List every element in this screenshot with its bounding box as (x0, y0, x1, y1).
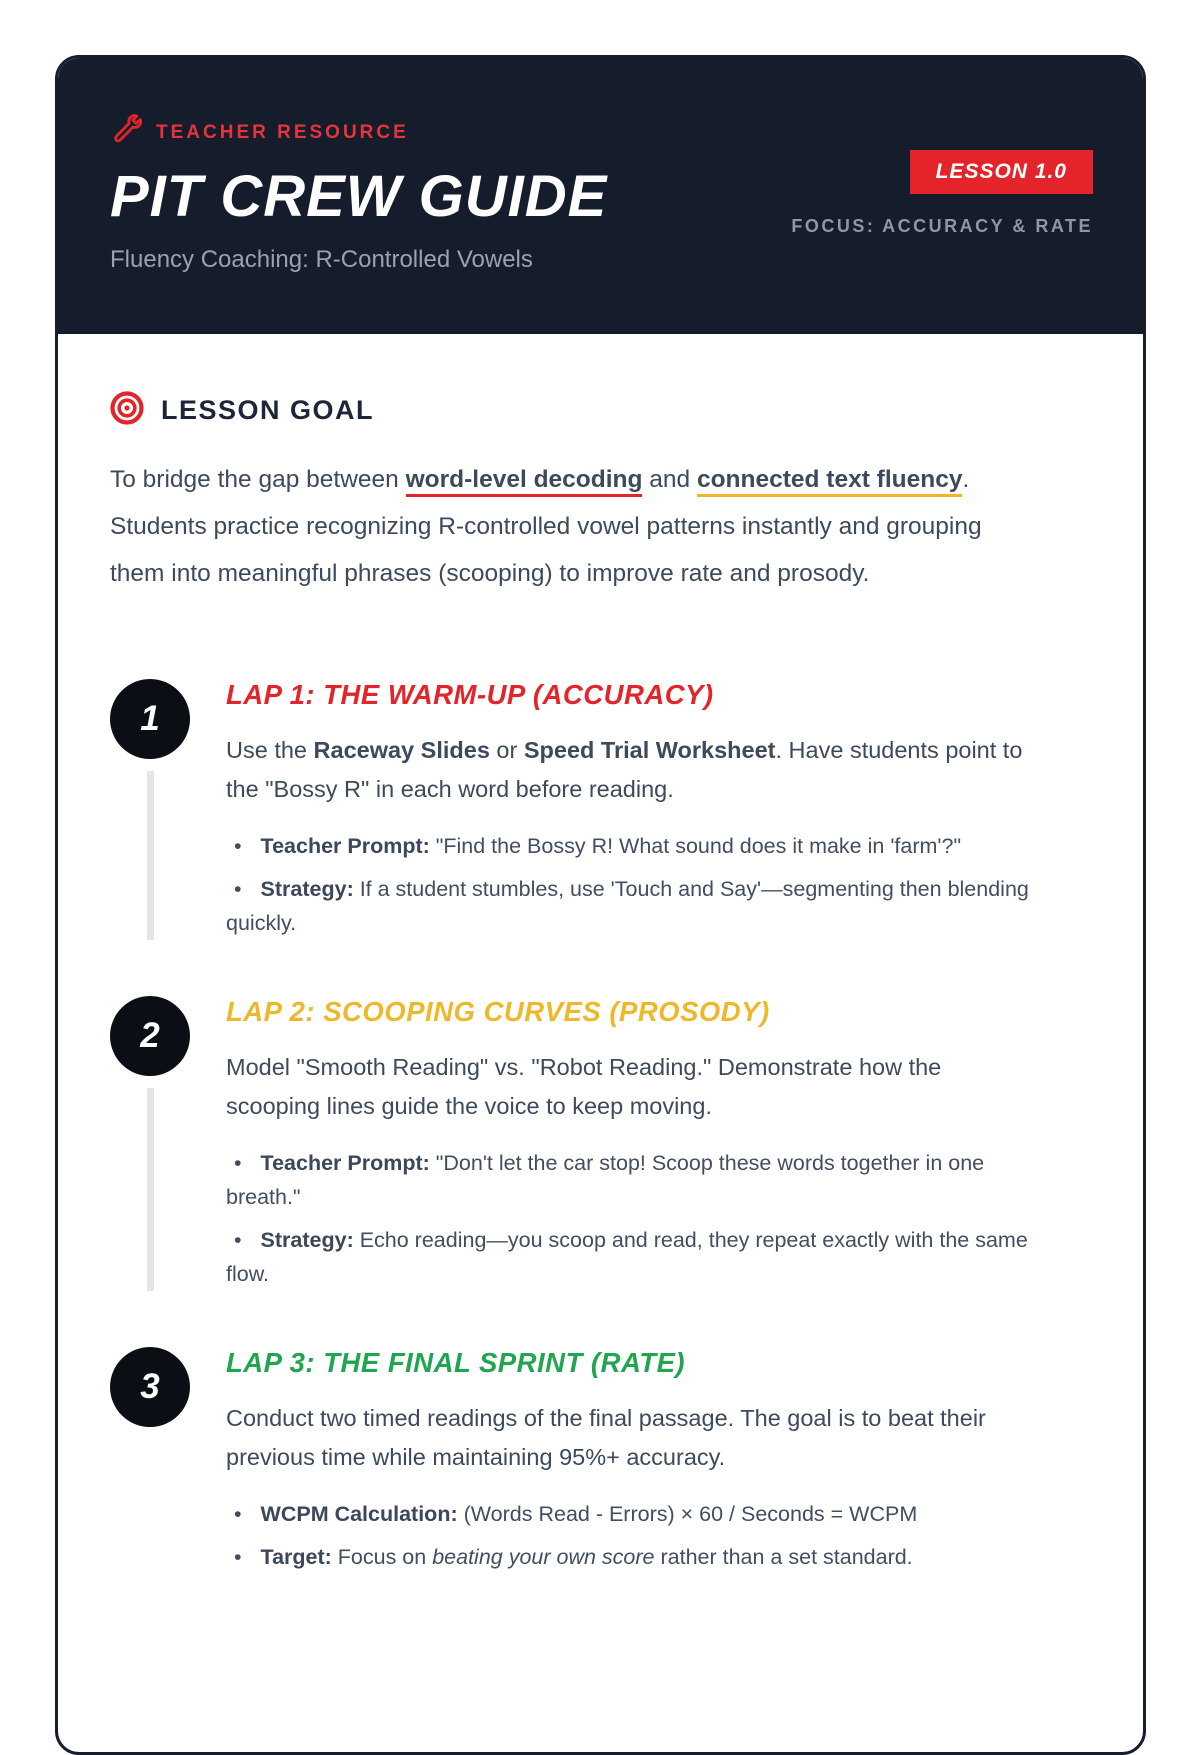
lap-3-body (226, 1347, 1093, 1574)
lap-1-section (110, 679, 1093, 940)
lap-1-title: LAP 1: THE WARM-UP (ACCURACY) (226, 679, 714, 710)
lap-3-timeline (110, 1347, 190, 1574)
focus-label: FOCUS: ACCURACY & RATE (791, 216, 1093, 236)
bullet-label: Teacher Prompt: (260, 1151, 430, 1175)
lap-3-title: LAP 3: THE FINAL SPRINT (RATE) (226, 1347, 686, 1378)
target-bullseye-icon (110, 391, 144, 430)
bullet-text: Focus on (331, 1545, 433, 1569)
bullet-text: rather than a set standard. (654, 1545, 913, 1569)
lap-1-timeline (110, 679, 190, 940)
bullet-label: Target: (260, 1545, 332, 1569)
bullet-dot: • (234, 1502, 242, 1526)
lap-2-section (110, 996, 1093, 1291)
lap-1-description (226, 731, 1031, 809)
lap-1-body (226, 679, 1093, 940)
page-subtitle: Fluency Coaching: R-Controlled Vowels (110, 246, 533, 273)
bullet-label: Strategy: (260, 1228, 354, 1252)
lap-2-title: LAP 2: SCOOPING CURVES (PROSODY) (226, 996, 770, 1027)
bullet-text: "Don't let the car stop! Scoop these words together in one breath." (226, 1151, 985, 1209)
desc-run: . Have students point to the "Bossy R" in each word before reading. (226, 737, 1023, 802)
desc-bold: Raceway Slides (313, 737, 490, 763)
lap-3-description: Conduct two timed readings of the final passage. The goal is to beat their previous time while maintaining 95%+ accuracy. (226, 1405, 986, 1470)
timeline-connector (147, 1088, 154, 1291)
bullet-italic-text: beating your own score (432, 1545, 655, 1569)
content (58, 334, 1143, 1614)
lesson-goal-heading (110, 391, 1093, 430)
desc-run: or (489, 737, 524, 763)
bullet-dot: • (234, 834, 242, 858)
lap-2-description: Model "Smooth Reading" vs. "Robot Reading." Demonstrate how the scooping lines guide the voice to keep moving. (226, 1054, 942, 1119)
bullet-dot: • (234, 1228, 242, 1252)
lap-2-timeline (110, 996, 190, 1291)
eyebrow (110, 114, 1093, 151)
desc-run: Use the (226, 737, 314, 763)
lap-2-body (226, 996, 1093, 1291)
bullet-item (226, 829, 1031, 863)
bullet-item (226, 1146, 1031, 1214)
goal-run-post: . Students practice recognizing R-controlled vowel patterns instantly and grouping them into meaningful phrases (scooping) to improve rate and prosody. (110, 466, 982, 587)
step-number-badge: 1 (110, 679, 190, 759)
goal-underline-red: word-level decoding (406, 466, 643, 497)
lap-1-bullets (226, 829, 1031, 940)
step-number-badge: 2 (110, 996, 190, 1076)
bullet-label: WCPM Calculation: (260, 1502, 458, 1526)
bullet-item (226, 872, 1031, 940)
bullet-text: If a student stumbles, use 'Touch and Say'—segmenting then blending quickly. (226, 877, 1029, 935)
lesson-badge: LESSON 1.0 (910, 150, 1093, 194)
page-title: PIT CREW GUIDE (110, 164, 608, 229)
bullet-text: Echo reading—you scoop and read, they repeat exactly with the same flow. (226, 1228, 1028, 1286)
eyebrow-label: TEACHER RESOURCE (156, 121, 409, 143)
bullet-text: "Find the Bossy R! What sound does it make in 'farm'?" (429, 834, 962, 858)
step-number-badge: 3 (110, 1347, 190, 1427)
lap-2-bullets (226, 1146, 1031, 1291)
lap-3-section (110, 1347, 1093, 1574)
bullet-item (226, 1497, 1031, 1531)
header-meta (791, 150, 1093, 237)
wrench-icon (110, 114, 142, 151)
lesson-goal-title: LESSON GOAL (161, 395, 375, 425)
lap-3-bullets (226, 1497, 1031, 1574)
bullet-text: (Words Read - Errors) × 60 / Seconds = WCPM (457, 1502, 918, 1526)
desc-bold: Speed Trial Worksheet (523, 737, 776, 763)
resource-card (55, 55, 1146, 1755)
lesson-goal-paragraph (110, 456, 1026, 597)
header (58, 58, 1143, 334)
bullet-dot: • (234, 877, 242, 901)
goal-underline-yellow: connected text fluency (697, 466, 962, 497)
bullet-label: Strategy: (260, 877, 354, 901)
bullet-item (226, 1223, 1031, 1291)
bullet-item (226, 1540, 1031, 1574)
bullet-label: Teacher Prompt: (260, 834, 430, 858)
bullet-dot: • (234, 1545, 242, 1569)
goal-run-mid: and (642, 466, 697, 493)
goal-run-pre: To bridge the gap between (110, 466, 406, 493)
timeline-connector (147, 771, 154, 940)
bullet-dot: • (234, 1151, 242, 1175)
